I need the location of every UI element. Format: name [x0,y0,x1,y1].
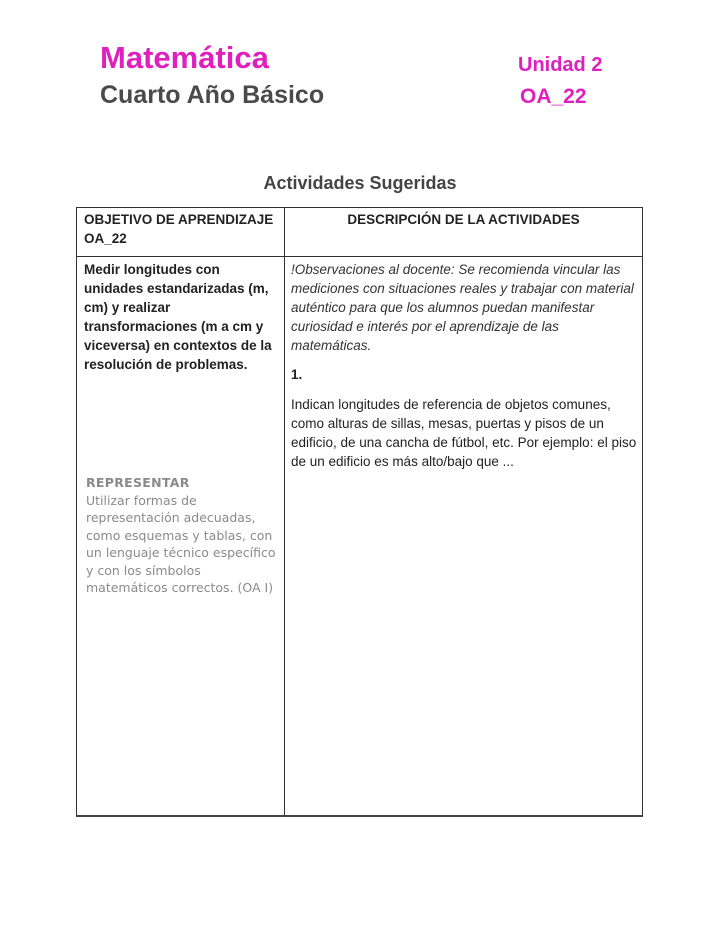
skill-block [86,474,281,597]
skill-title: REPRESENTAR [86,475,190,490]
column-divider [284,208,285,815]
grade-title: Cuarto Año Básico [100,81,325,109]
objective-code-label: OA_22 [520,85,587,108]
header-row-divider [77,256,642,257]
activities-table [76,207,643,817]
subject-title: Matemática [100,40,269,75]
unit-label: Unidad 2 [518,54,603,76]
activity-text: Indican longitudes de referencia de objetos comunes, como alturas de sillas, mesas, puertas y pisos de un edificio, de una cancha de fútbol, etc. Por ejemplo: el piso de un edificio es más alto/bajo que ... [291,397,637,469]
objective-text: Medir longitudes con unidades estandarizadas (m, cm) y realizar transformaciones (m a cm y viceversa) en contextos de la resolución de problemas. [84,262,272,372]
section-title: Actividades Sugeridas [263,173,457,193]
skill-text: Utilizar formas de representación adecuadas, como esquemas y tablas, con un lenguaje técnico específico y con los símbolos matemáticos correctos. (OA I) [86,492,276,595]
teacher-observation: !Observaciones al docente: Se recomienda vincular las mediciones con situaciones reales y trabajar con material auténtico para que los alumnos puedan manifestar curiosidad e interés por el aprendizaje de las matemáticas. [291,262,634,353]
activity-number: 1. [291,367,303,382]
header-description: DESCRIPCIÓN DE LA ACTIVIDADES [347,212,580,227]
description-cell [291,260,641,471]
header-objective: OBJETIVO DE APRENDIZAJE OA_22 [84,212,274,246]
